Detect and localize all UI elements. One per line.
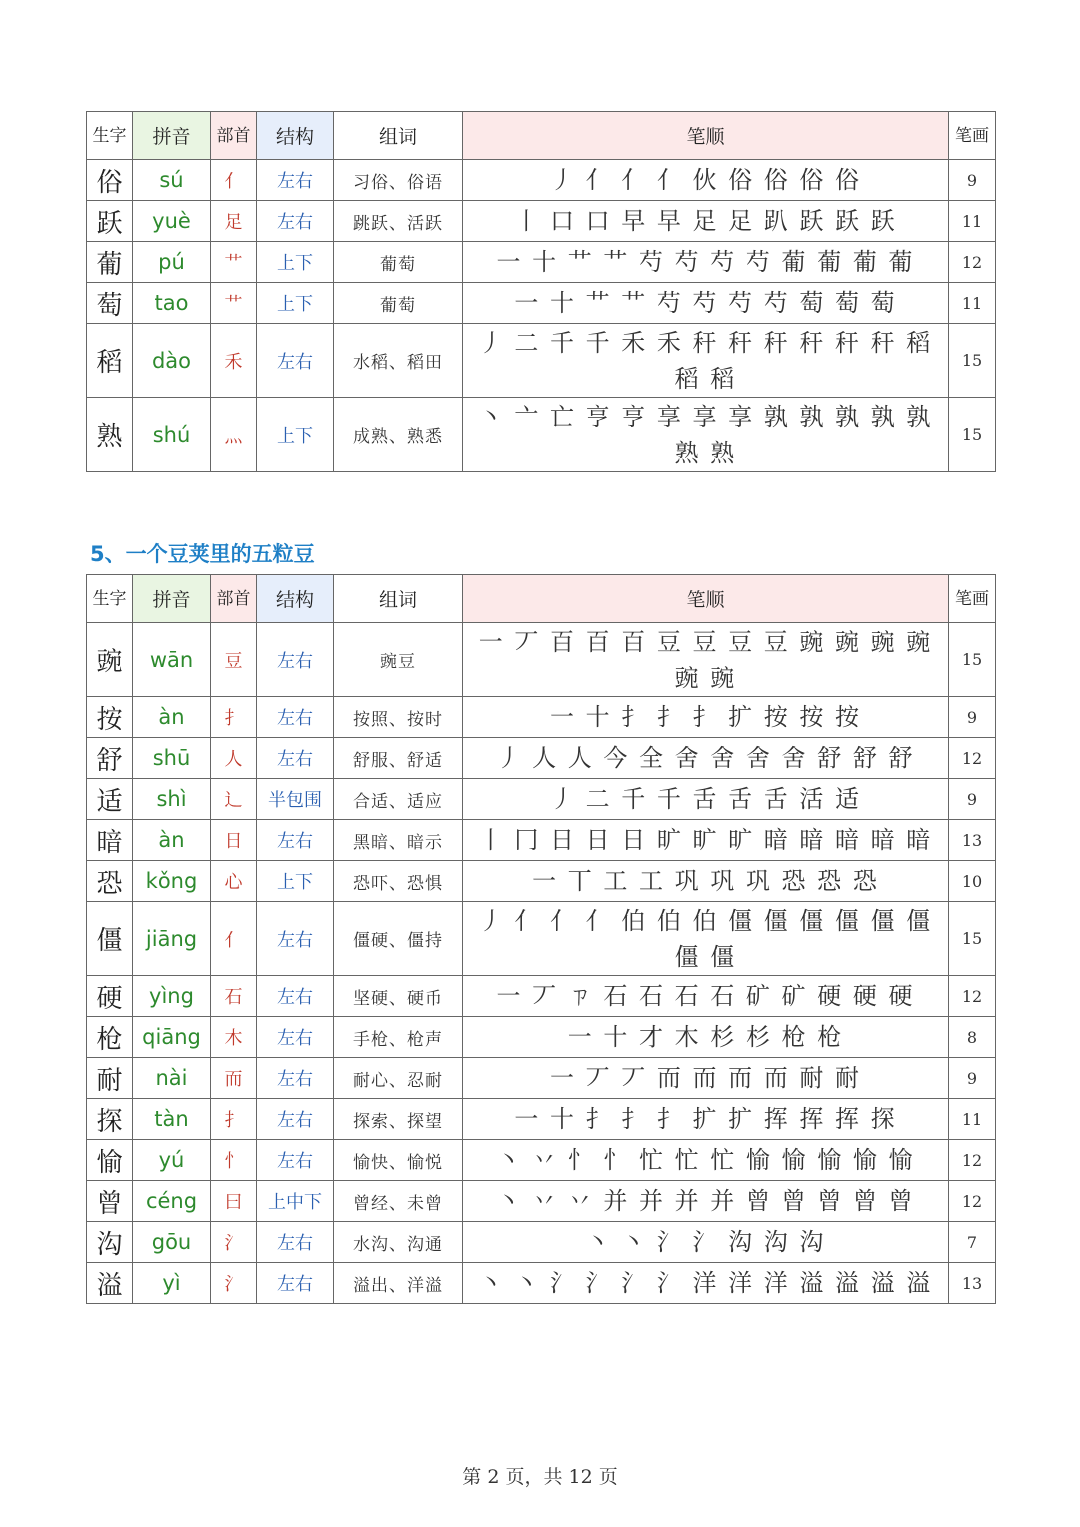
strokes-cell: 一 丆 ㄗ 石 石 石 石 矿 矿 硬 硬 硬 (463, 976, 949, 1017)
pinyin-cell: yìng (133, 976, 211, 1017)
strokes-cell: 一 丆 丆 而 而 而 而 耐 耐 (463, 1058, 949, 1099)
words-cell: 探索、探望 (334, 1099, 463, 1140)
header-char: 生字 (87, 575, 133, 623)
pinyin-cell: céng (133, 1181, 211, 1222)
pinyin-cell: tao (133, 283, 211, 324)
char-cell: 曾 (87, 1181, 133, 1222)
char-cell: 硬 (87, 976, 133, 1017)
structure-cell: 左右 (257, 1222, 334, 1263)
header-count: 笔画 (949, 575, 996, 623)
words-cell: 曾经、未曾 (334, 1181, 463, 1222)
count-cell: 9 (949, 697, 996, 738)
count-cell: 9 (949, 160, 996, 201)
words-cell: 合适、适应 (334, 779, 463, 820)
table-row (87, 820, 996, 861)
words-cell: 愉快、愉悦 (334, 1140, 463, 1181)
table-row (87, 1181, 996, 1222)
header-radical: 部首 (211, 112, 257, 160)
radical-cell: 灬 (211, 398, 257, 472)
header-pinyin: 拼音 (133, 112, 211, 160)
structure-cell: 左右 (257, 697, 334, 738)
count-cell: 15 (949, 324, 996, 398)
structure-cell: 左右 (257, 1140, 334, 1181)
strokes-cell: 丨 口 口 早 早 足 足 趴 跃 跃 跃 (463, 201, 949, 242)
pinyin-cell: qiāng (133, 1017, 211, 1058)
strokes-cell: 一 十 艹 艹 芍 芍 芍 芍 萄 萄 萄 (463, 283, 949, 324)
table-row (87, 697, 996, 738)
count-cell: 9 (949, 1058, 996, 1099)
pinyin-cell: dào (133, 324, 211, 398)
radical-cell: 扌 (211, 1099, 257, 1140)
radical-cell: 石 (211, 976, 257, 1017)
strokes-cell: 一 十 扌 扌 扌 扩 按 按 按 (463, 697, 949, 738)
words-cell: 舒服、舒适 (334, 738, 463, 779)
table-row (87, 779, 996, 820)
pinyin-cell: àn (133, 820, 211, 861)
strokes-cell: 丿 人 人 今 全 舍 舍 舍 舍 舒 舒 舒 (463, 738, 949, 779)
char-cell: 愉 (87, 1140, 133, 1181)
pinyin-cell: kǒng (133, 861, 211, 902)
words-cell: 溢出、洋溢 (334, 1263, 463, 1304)
structure-cell: 上下 (257, 283, 334, 324)
header-pinyin: 拼音 (133, 575, 211, 623)
words-cell: 水稻、稻田 (334, 324, 463, 398)
structure-cell: 左右 (257, 201, 334, 242)
words-cell: 黑暗、暗示 (334, 820, 463, 861)
header-strokes: 笔顺 (463, 112, 949, 160)
radical-cell: 亻 (211, 160, 257, 201)
table-row (87, 738, 996, 779)
char-cell: 僵 (87, 902, 133, 976)
strokes-cell: 一 丆 百 百 百 豆 豆 豆 豆 豌 豌 豌 豌 豌 豌 (463, 623, 949, 697)
header-structure: 结构 (257, 112, 334, 160)
strokes-cell: 丿 亻 亻 亻 伙 俗 俗 俗 俗 (463, 160, 949, 201)
structure-cell: 上下 (257, 861, 334, 902)
character-table-1 (86, 111, 996, 472)
header-radical: 部首 (211, 575, 257, 623)
character-table-2 (86, 574, 996, 1304)
radical-cell: 忄 (211, 1140, 257, 1181)
strokes-cell: 一 十 艹 艹 芍 芍 芍 芍 葡 葡 葡 葡 (463, 242, 949, 283)
words-cell: 葡萄 (334, 242, 463, 283)
table-row (87, 324, 996, 398)
strokes-cell: 丶 亠 亡 亨 亨 享 享 享 孰 孰 孰 孰 孰 熟 熟 (463, 398, 949, 472)
strokes-cell: 丿 亻 亻 亻 伯 伯 伯 僵 僵 僵 僵 僵 僵 僵 僵 (463, 902, 949, 976)
table-header-row (87, 112, 996, 160)
table-row (87, 1263, 996, 1304)
count-cell: 13 (949, 820, 996, 861)
structure-cell: 左右 (257, 1099, 334, 1140)
words-cell: 成熟、熟悉 (334, 398, 463, 472)
radical-cell: 足 (211, 201, 257, 242)
count-cell: 12 (949, 242, 996, 283)
structure-cell: 左右 (257, 623, 334, 697)
radical-cell: 心 (211, 861, 257, 902)
char-cell: 熟 (87, 398, 133, 472)
count-cell: 13 (949, 1263, 996, 1304)
table-row (87, 201, 996, 242)
char-cell: 溢 (87, 1263, 133, 1304)
table-row (87, 1017, 996, 1058)
pinyin-cell: shū (133, 738, 211, 779)
strokes-cell: 丶 丶 氵 氵 沟 沟 沟 (463, 1222, 949, 1263)
strokes-cell: 丶 丷 丷 并 并 并 并 曾 曾 曾 曾 曾 (463, 1181, 949, 1222)
char-cell: 跃 (87, 201, 133, 242)
pinyin-cell: yuè (133, 201, 211, 242)
pinyin-cell: àn (133, 697, 211, 738)
char-cell: 探 (87, 1099, 133, 1140)
pinyin-cell: wān (133, 623, 211, 697)
count-cell: 10 (949, 861, 996, 902)
table-row (87, 398, 996, 472)
char-cell: 葡 (87, 242, 133, 283)
char-cell: 恐 (87, 861, 133, 902)
pinyin-cell: yì (133, 1263, 211, 1304)
table-row (87, 976, 996, 1017)
header-strokes: 笔顺 (463, 575, 949, 623)
table-row (87, 1058, 996, 1099)
words-cell: 跳跃、活跃 (334, 201, 463, 242)
char-cell: 耐 (87, 1058, 133, 1099)
words-cell: 耐心、忍耐 (334, 1058, 463, 1099)
words-cell: 恐吓、恐惧 (334, 861, 463, 902)
structure-cell: 上下 (257, 398, 334, 472)
structure-cell: 左右 (257, 324, 334, 398)
strokes-cell: 一 丅 工 工 巩 巩 巩 恐 恐 恐 (463, 861, 949, 902)
radical-cell: 豆 (211, 623, 257, 697)
radical-cell: 曰 (211, 1181, 257, 1222)
count-cell: 11 (949, 1099, 996, 1140)
count-cell: 15 (949, 398, 996, 472)
radical-cell: 氵 (211, 1222, 257, 1263)
char-cell: 豌 (87, 623, 133, 697)
words-cell: 葡萄 (334, 283, 463, 324)
structure-cell: 左右 (257, 160, 334, 201)
pinyin-cell: jiāng (133, 902, 211, 976)
section-title: 5、一个豆荚里的五粒豆 (90, 542, 315, 566)
count-cell: 12 (949, 1140, 996, 1181)
table-row (87, 623, 996, 697)
radical-cell: 艹 (211, 242, 257, 283)
strokes-cell: 一 十 才 木 杉 杉 枪 枪 (463, 1017, 949, 1058)
strokes-cell: 丿 二 千 千 舌 舌 舌 活 适 (463, 779, 949, 820)
structure-cell: 左右 (257, 1017, 334, 1058)
table-row (87, 1099, 996, 1140)
words-cell: 水沟、沟通 (334, 1222, 463, 1263)
count-cell: 15 (949, 902, 996, 976)
header-words: 组词 (334, 575, 463, 623)
count-cell: 15 (949, 623, 996, 697)
char-cell: 适 (87, 779, 133, 820)
strokes-cell: 丨 冂 日 日 日 旷 旷 旷 暗 暗 暗 暗 暗 (463, 820, 949, 861)
structure-cell: 左右 (257, 902, 334, 976)
radical-cell: 氵 (211, 1263, 257, 1304)
pinyin-cell: shì (133, 779, 211, 820)
radical-cell: 日 (211, 820, 257, 861)
count-cell: 11 (949, 201, 996, 242)
table-row (87, 242, 996, 283)
pinyin-cell: yú (133, 1140, 211, 1181)
strokes-cell: 丿 二 千 千 禾 禾 秆 秆 秆 秆 秆 秆 稻 稻 稻 (463, 324, 949, 398)
count-cell: 11 (949, 283, 996, 324)
char-cell: 俗 (87, 160, 133, 201)
radical-cell: 木 (211, 1017, 257, 1058)
radical-cell: 禾 (211, 324, 257, 398)
strokes-cell: 丶 丷 忄 忄 忙 忙 忙 愉 愉 愉 愉 愉 (463, 1140, 949, 1181)
structure-cell: 上中下 (257, 1181, 334, 1222)
header-structure: 结构 (257, 575, 334, 623)
radical-cell: 亻 (211, 902, 257, 976)
count-cell: 8 (949, 1017, 996, 1058)
pinyin-cell: gōu (133, 1222, 211, 1263)
words-cell: 按照、按时 (334, 697, 463, 738)
structure-cell: 左右 (257, 1058, 334, 1099)
header-count: 笔画 (949, 112, 996, 160)
char-cell: 按 (87, 697, 133, 738)
words-cell: 豌豆 (334, 623, 463, 697)
table-row (87, 861, 996, 902)
radical-cell: 人 (211, 738, 257, 779)
radical-cell: 扌 (211, 697, 257, 738)
char-cell: 萄 (87, 283, 133, 324)
pinyin-cell: pú (133, 242, 211, 283)
structure-cell: 左右 (257, 820, 334, 861)
table-row (87, 283, 996, 324)
page-footer: 第 2 页，共 12 页 (462, 1466, 618, 1488)
words-cell: 习俗、俗语 (334, 160, 463, 201)
char-cell: 舒 (87, 738, 133, 779)
radical-cell: 辶 (211, 779, 257, 820)
structure-cell: 半包围 (257, 779, 334, 820)
char-cell: 稻 (87, 324, 133, 398)
pinyin-cell: sú (133, 160, 211, 201)
words-cell: 坚硬、硬币 (334, 976, 463, 1017)
words-cell: 手枪、枪声 (334, 1017, 463, 1058)
table-row (87, 1222, 996, 1263)
count-cell: 12 (949, 1181, 996, 1222)
structure-cell: 左右 (257, 976, 334, 1017)
count-cell: 9 (949, 779, 996, 820)
char-cell: 暗 (87, 820, 133, 861)
count-cell: 7 (949, 1222, 996, 1263)
table-row (87, 1140, 996, 1181)
table-header-row (87, 575, 996, 623)
words-cell: 僵硬、僵持 (334, 902, 463, 976)
radical-cell: 而 (211, 1058, 257, 1099)
structure-cell: 左右 (257, 738, 334, 779)
pinyin-cell: nài (133, 1058, 211, 1099)
char-cell: 枪 (87, 1017, 133, 1058)
pinyin-cell: shú (133, 398, 211, 472)
header-words: 组词 (334, 112, 463, 160)
count-cell: 12 (949, 738, 996, 779)
strokes-cell: 一 十 扌 扌 扌 扩 扩 挥 挥 挥 探 (463, 1099, 949, 1140)
radical-cell: 艹 (211, 283, 257, 324)
header-char: 生字 (87, 112, 133, 160)
structure-cell: 上下 (257, 242, 334, 283)
table-row (87, 902, 996, 976)
table-row (87, 160, 996, 201)
structure-cell: 左右 (257, 1263, 334, 1304)
char-cell: 沟 (87, 1222, 133, 1263)
strokes-cell: 丶 丶 氵 氵 氵 氵 洋 洋 洋 溢 溢 溢 溢 (463, 1263, 949, 1304)
count-cell: 12 (949, 976, 996, 1017)
pinyin-cell: tàn (133, 1099, 211, 1140)
